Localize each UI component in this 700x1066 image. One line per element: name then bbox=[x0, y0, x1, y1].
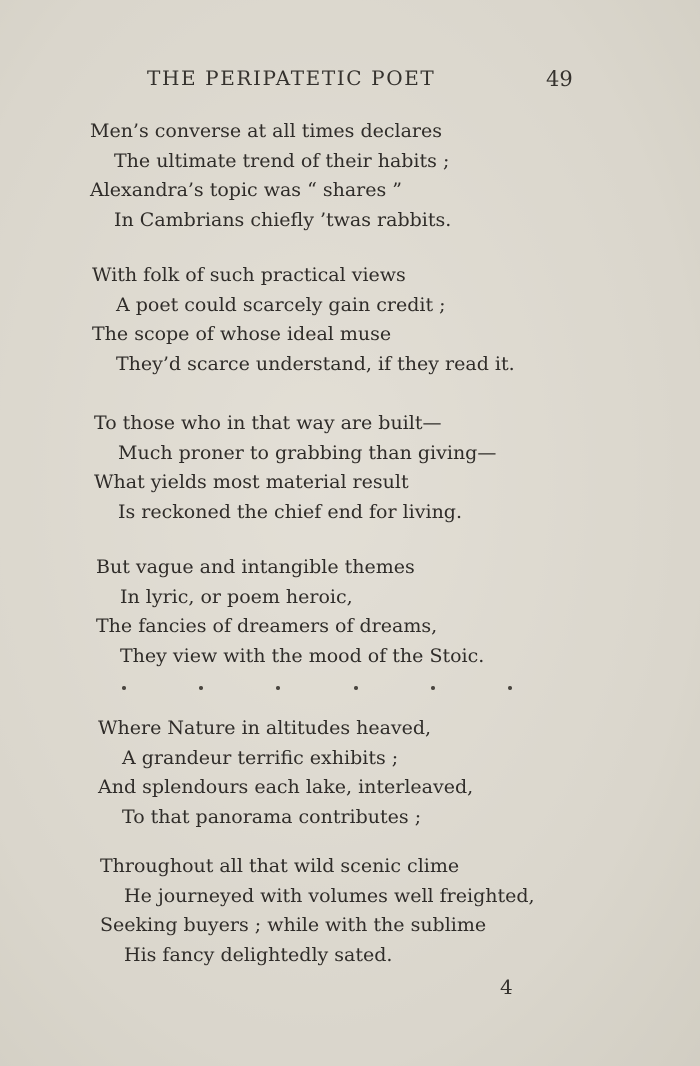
poem-line: His fancy delightedly sated. bbox=[124, 943, 393, 966]
ornament-dot bbox=[276, 686, 280, 690]
poem-line: To that panorama contributes ; bbox=[122, 805, 422, 828]
poem-line: A grandeur terrific exhibits ; bbox=[122, 746, 399, 769]
ornament-dot bbox=[354, 686, 358, 690]
poem-line: Is reckoned the chief end for living. bbox=[118, 500, 463, 523]
ornament-dot bbox=[508, 686, 512, 690]
running-head bbox=[0, 66, 700, 98]
stanza-2 bbox=[92, 261, 652, 379]
poem-line: The ultimate trend of their habits ; bbox=[114, 149, 450, 172]
stanza-4 bbox=[96, 553, 656, 671]
poem-line: Seeking buyers ; while with the sublime bbox=[100, 914, 487, 936]
page-number: 49 bbox=[546, 67, 573, 91]
signature-mark: 4 bbox=[500, 975, 513, 999]
ornament-dot bbox=[431, 686, 435, 690]
stanza-6 bbox=[100, 852, 660, 970]
poem-line: A poet could scarcely gain credit ; bbox=[116, 293, 446, 316]
poem-line: In Cambrians chiefly ’twas rabbits. bbox=[114, 208, 452, 231]
poem-line: What yields most material result bbox=[94, 471, 409, 493]
poem-line: He journeyed with volumes well freighted, bbox=[124, 884, 535, 907]
poem-line: Much proner to grabbing than giving— bbox=[118, 441, 497, 464]
poem-line: The scope of whose ideal muse bbox=[92, 323, 392, 345]
stanza-5 bbox=[98, 714, 658, 832]
ornament-dot bbox=[122, 686, 126, 690]
poem-line: And splendours each lake, interleaved, bbox=[98, 776, 474, 798]
poem-line: To those who in that way are built— bbox=[94, 412, 442, 434]
running-title: THE PERIPATETIC POET bbox=[147, 66, 436, 90]
poem-line: Throughout all that wild scenic clime bbox=[100, 855, 460, 877]
poem-line: Where Nature in altitudes heaved, bbox=[98, 717, 432, 739]
stanza-3 bbox=[94, 409, 654, 527]
poem-line: They view with the mood of the Stoic. bbox=[120, 644, 485, 667]
poem-line: With folk of such practical views bbox=[92, 264, 406, 286]
poem-line: Alexandra’s topic was “ shares ” bbox=[90, 179, 402, 201]
poem-line: The fancies of dreamers of dreams, bbox=[96, 615, 438, 637]
poem-line: But vague and intangible themes bbox=[96, 556, 415, 578]
section-break-dots bbox=[122, 678, 512, 698]
poem-line: Men’s converse at all times declares bbox=[90, 120, 442, 142]
poem-line: They’d scarce understand, if they read it. bbox=[116, 352, 515, 375]
poem-line: In lyric, or poem heroic, bbox=[120, 585, 353, 608]
stanza-1 bbox=[90, 117, 650, 235]
ornament-dot bbox=[199, 686, 203, 690]
